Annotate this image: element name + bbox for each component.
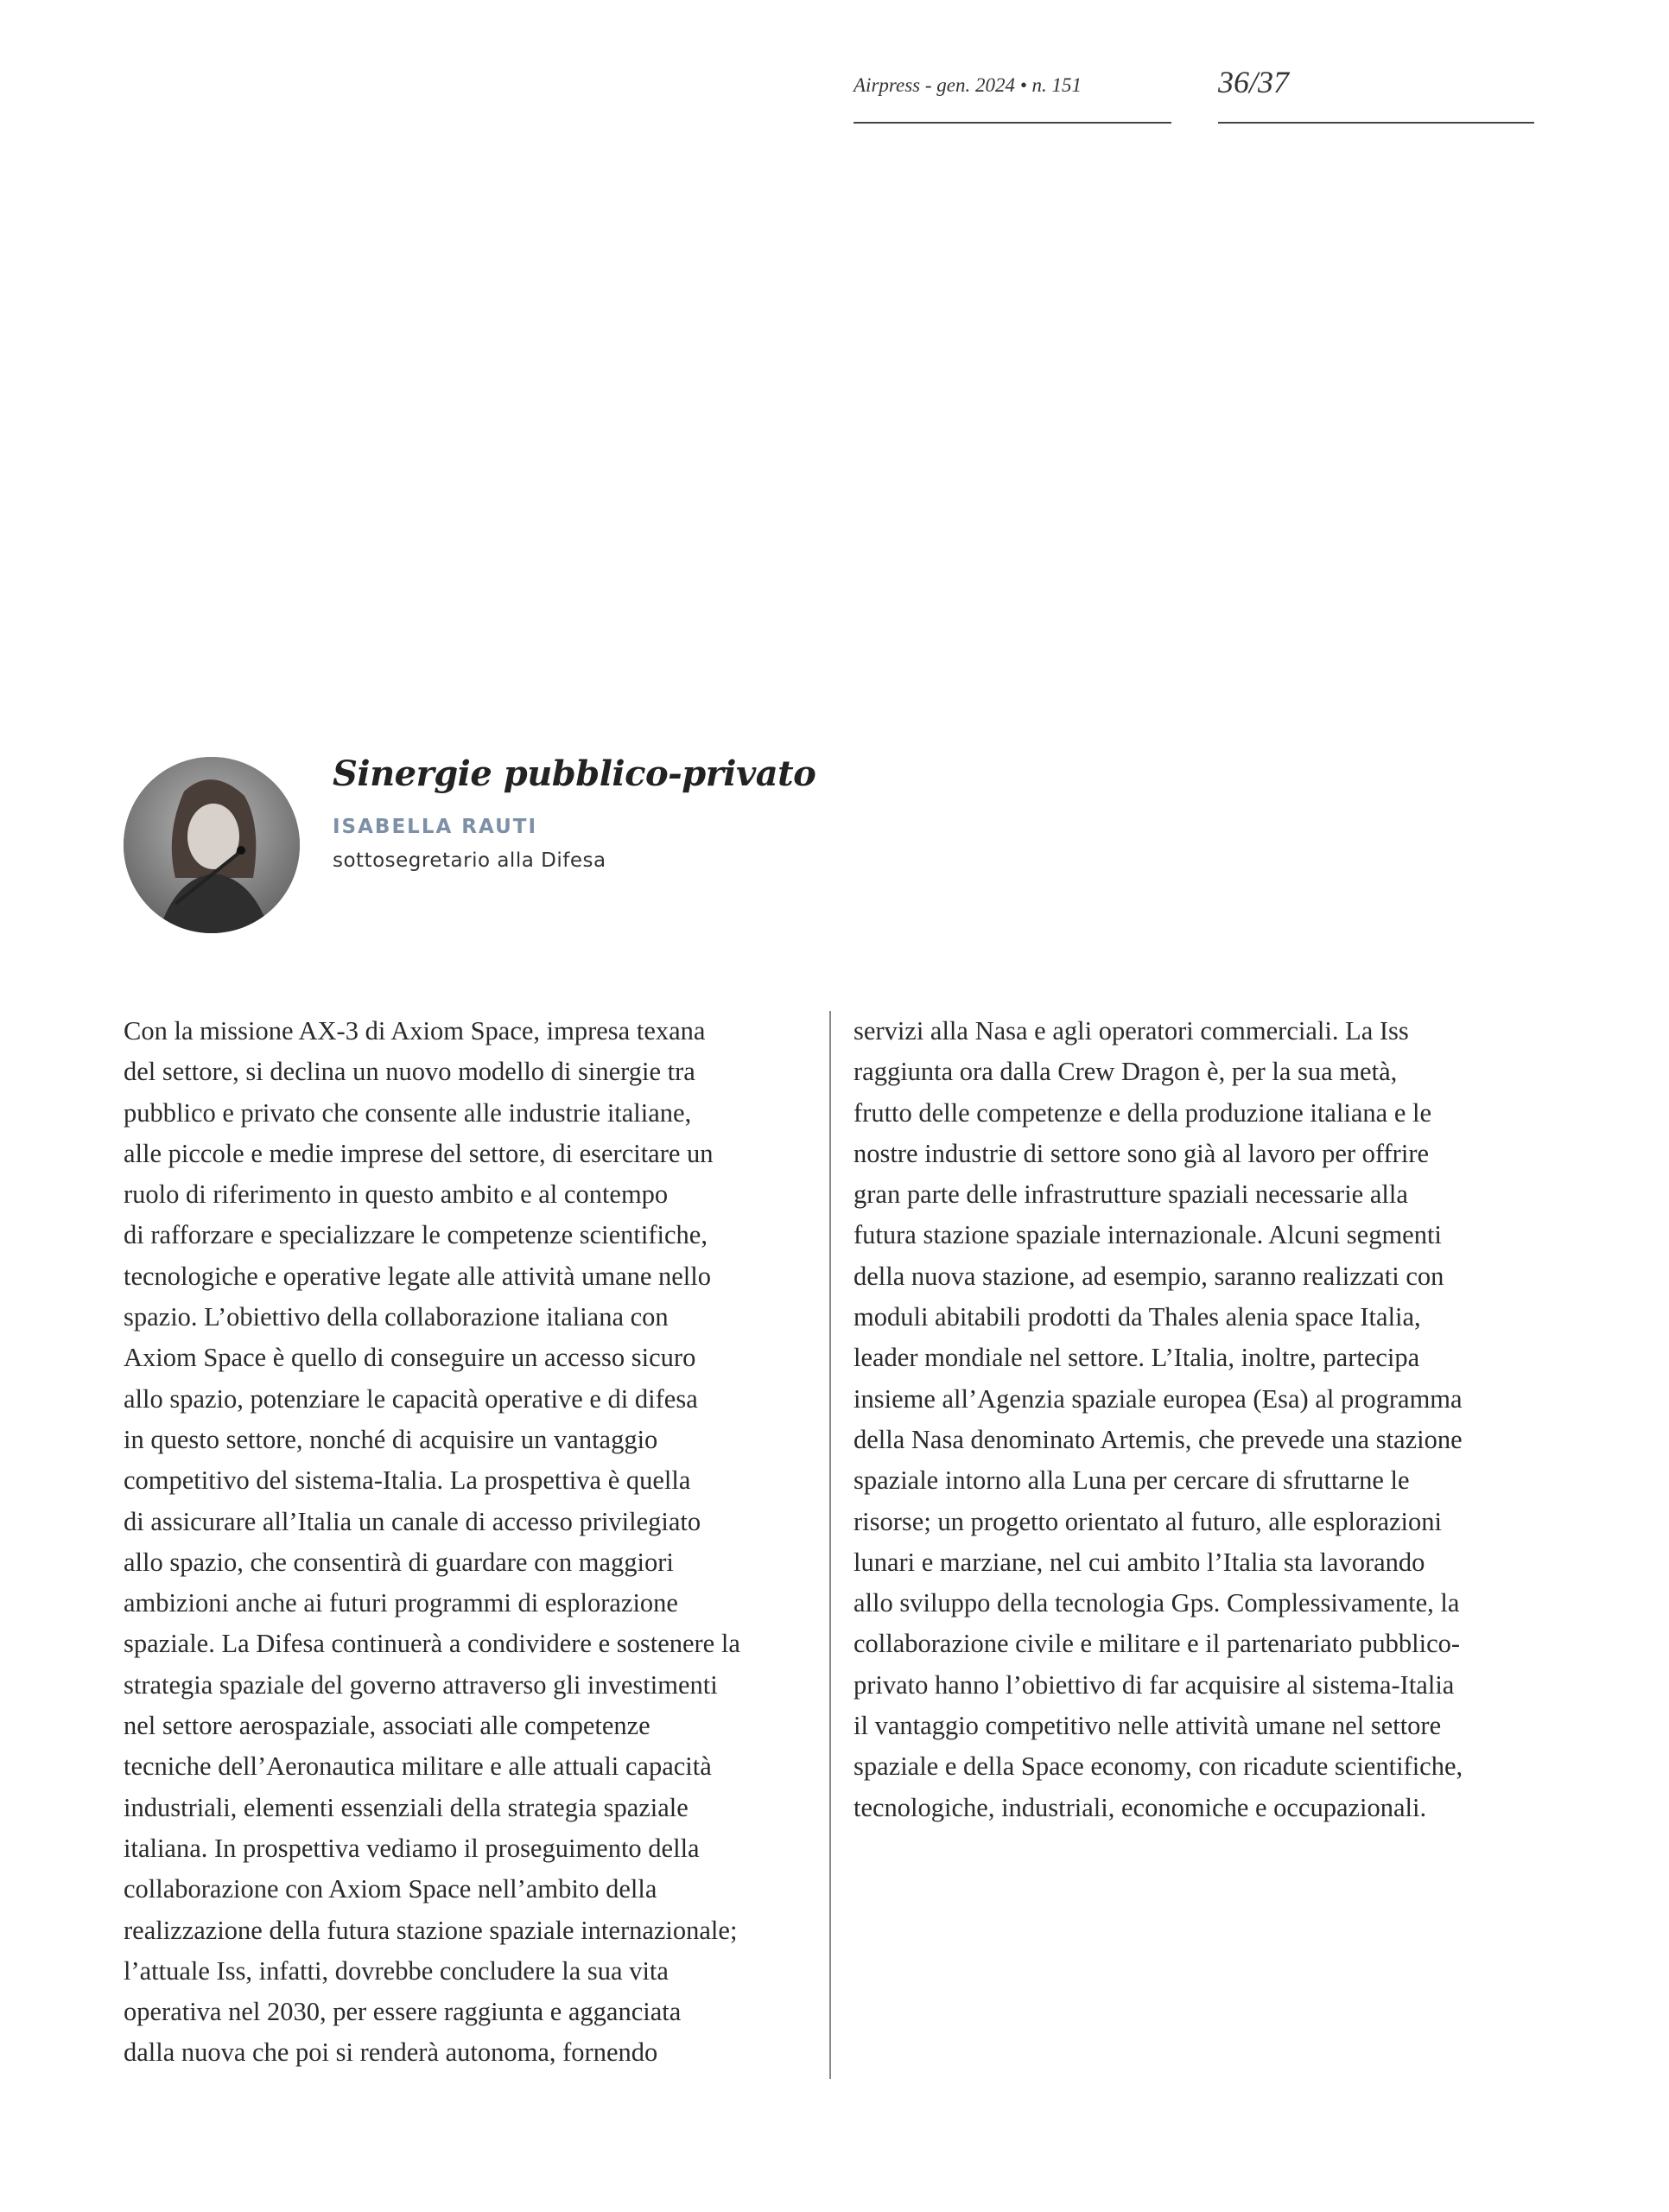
- text-line: di assicurare all’Italia un canale di accesso privilegiato: [124, 1506, 701, 1536]
- text-line: spaziale. La Difesa continuerà a condividere e sostenere la: [124, 1629, 740, 1659]
- text-line: risorse; un progetto orientato al futuro, alle esplorazioni: [854, 1506, 1442, 1536]
- article-title: Sinergie pubblico-privato: [333, 753, 816, 794]
- text-line: alle piccole e medie imprese del settore, di esercitare un: [124, 1138, 714, 1168]
- text-line: nel settore aerospaziale, associati alle competenze: [124, 1711, 650, 1741]
- text-line: raggiunta ora dalla Crew Dragon è, per la sua metà,: [854, 1057, 1398, 1087]
- column-divider: [829, 1011, 831, 2079]
- text-line: collaborazione civile e militare e il partenariato pubblico-: [854, 1629, 1461, 1659]
- text-line: tecniche dell’Aeronautica militare e alle attuali capacità: [124, 1751, 712, 1782]
- text-line: tecnologiche e operative legate alle attività umane nello: [124, 1261, 712, 1291]
- text-column-left: [124, 1011, 815, 2074]
- header-rule-left: [854, 122, 1171, 124]
- text-line: insieme all’Agenzia spaziale europea (Esa) al programma: [854, 1383, 1463, 1414]
- text-line: della Nasa denominato Artemis, che prevede una stazione: [854, 1424, 1463, 1454]
- text-line: pubblico e privato che consente alle industrie italiane,: [124, 1097, 692, 1128]
- text-line: gran parte delle infrastrutture spaziali necessarie alla: [854, 1179, 1408, 1210]
- text-line: strategia spaziale del governo attraverso gli investimenti: [124, 1669, 718, 1700]
- text-line: realizzazione della futura stazione spaziale internazionale;: [124, 1915, 738, 1945]
- text-line: della nuova stazione, ad esempio, saranno realizzati con: [854, 1261, 1444, 1291]
- publication-header: Airpress - gen. 2024 • n. 151: [854, 74, 1082, 96]
- text-line: nostre industrie di settore sono già al lavoro per offrire: [854, 1138, 1430, 1168]
- text-line: collaborazione con Axiom Space nell’ambito della: [124, 1874, 657, 1904]
- text-line: del settore, si declina un nuovo modello di sinergie tra: [124, 1057, 695, 1087]
- text-line: di rafforzare e specializzare le competenze scientifiche,: [124, 1220, 708, 1250]
- text-line: servizi alla Nasa e agli operatori commerciali. La Iss: [854, 1016, 1409, 1046]
- text-line: tecnologiche, industriali, economiche e occupazionali.: [854, 1792, 1427, 1822]
- text-line: allo spazio, che consentirà di guardare con maggiori: [124, 1547, 674, 1577]
- text-line: spaziale e della Space economy, con ricadute scientifiche,: [854, 1751, 1463, 1782]
- text-column-right: [854, 1011, 1536, 1828]
- text-line: il vantaggio competitivo nelle attività umane nel settore: [854, 1711, 1442, 1741]
- text-line: operativa nel 2030, per essere raggiunta e agganciata: [124, 1997, 682, 2027]
- page-numbers: 36/37: [1218, 65, 1290, 99]
- text-line: ruolo di riferimento in questo ambito e al contempo: [124, 1179, 669, 1210]
- text-line: lunari e marziane, nel cui ambito l’Italia sta lavorando: [854, 1547, 1425, 1577]
- text-line: frutto delle competenze e della produzione italiana e le: [854, 1097, 1431, 1128]
- text-line: Con la missione AX-3 di Axiom Space, impresa texana: [124, 1016, 706, 1046]
- text-line: spazio. L’obiettivo della collaborazione italiana con: [124, 1302, 669, 1332]
- text-line: allo sviluppo della tecnologia Gps. Complessivamente, la: [854, 1588, 1460, 1618]
- text-line: dalla nuova che poi si renderà autonoma, fornendo: [124, 2037, 658, 2068]
- header-rule-right: [1218, 122, 1534, 124]
- author-role: sottosegretario alla Difesa: [333, 849, 606, 872]
- text-line: competitivo del sistema-Italia. La prospettiva è quella: [124, 1465, 691, 1496]
- author-photo: [124, 757, 300, 933]
- text-line: l’attuale Iss, infatti, dovrebbe concludere la sua vita: [124, 1955, 669, 1986]
- author-name: ISABELLA RAUTI: [333, 816, 538, 838]
- text-line: leader mondiale nel settore. L’Italia, inoltre, partecipa: [854, 1343, 1420, 1373]
- text-line: industriali, elementi essenziali della strategia spaziale: [124, 1792, 689, 1822]
- text-line: in questo settore, nonché di acquisire un vantaggio: [124, 1424, 658, 1454]
- text-line: allo spazio, potenziare le capacità operative e di difesa: [124, 1383, 698, 1414]
- text-line: spaziale intorno alla Luna per cercare di sfruttarne le: [854, 1465, 1410, 1496]
- text-line: Axiom Space è quello di conseguire un accesso sicuro: [124, 1343, 696, 1373]
- text-line: moduli abitabili prodotti da Thales alenia space Italia,: [854, 1302, 1421, 1332]
- text-line: italiana. In prospettiva vediamo il proseguimento della: [124, 1833, 700, 1863]
- text-line: privato hanno l’obiettivo di far acquisire al sistema-Italia: [854, 1669, 1455, 1700]
- text-line: futura stazione spaziale internazionale. Alcuni segmenti: [854, 1220, 1442, 1250]
- text-line: ambizioni anche ai futuri programmi di esplorazione: [124, 1588, 678, 1618]
